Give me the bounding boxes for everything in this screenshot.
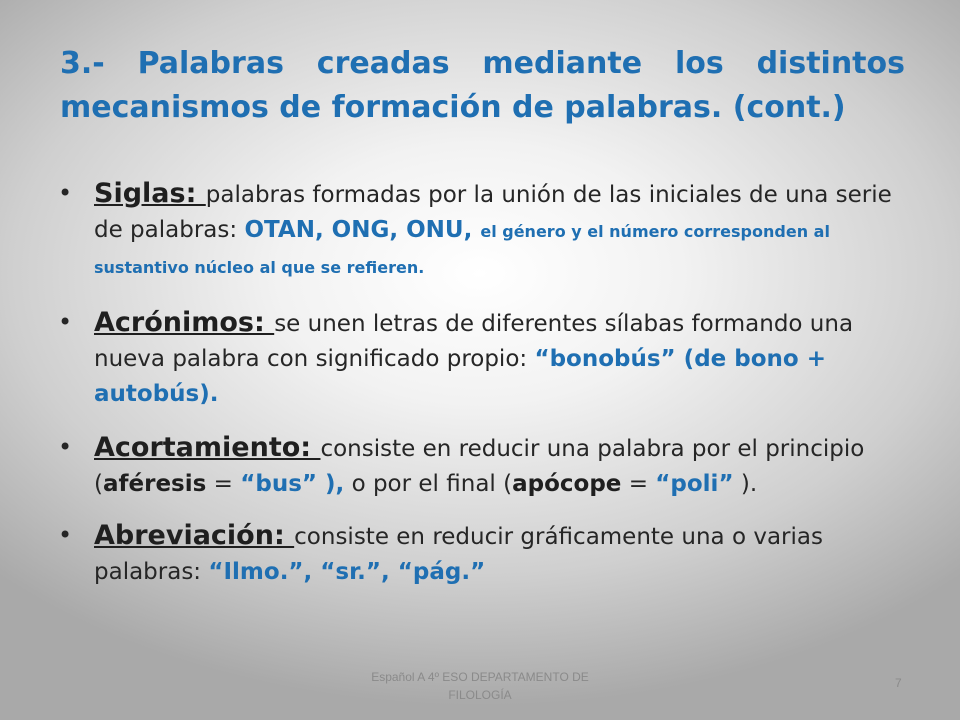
equals-2: = — [621, 471, 656, 497]
bullet-acronimos — [58, 305, 908, 412]
siglas-examples: OTAN, ONG, ONU, — [244, 217, 481, 243]
page-number: 7 — [895, 676, 902, 690]
footer-text: Español A 4º ESO DEPARTAMENTO DE FILOLOGÍA — [371, 670, 589, 702]
acronimos-example: “bonobús” (de bono + autobús). — [94, 346, 826, 407]
bullet-acortamiento — [58, 430, 908, 502]
slide-title: 3.- Palabras creadas mediante los distintos mecanismos de formación de palabras. (cont.) — [60, 46, 905, 125]
acortamiento-end: ). — [733, 471, 758, 497]
abreviacion-definition: consiste en reducir gráficamente una o varias palabras: — [94, 524, 823, 585]
term-acronimos: Acrónimos: — [94, 307, 275, 338]
abreviacion-examples: “Ilmo.”, “sr.”, “pág.” — [208, 559, 486, 585]
bullet-siglas — [58, 176, 908, 285]
acortamiento-definition-2: o por el final ( — [344, 471, 513, 497]
bullet-list — [58, 176, 908, 590]
equals-1: = — [206, 471, 241, 497]
term-acortamiento: Acortamiento: — [94, 432, 321, 463]
bullet-abreviacion — [58, 518, 908, 590]
siglas-definition: palabras formadas por la unión de las iniciales de una serie de palabras: — [94, 182, 892, 243]
acortamiento-definition: consiste en reducir una palabra por el principio ( — [94, 436, 865, 497]
apocope-example: “poli” — [655, 471, 734, 497]
acronimos-definition: se unen letras de diferentes sílabas formando una nueva palabra con significado propio: — [94, 311, 854, 372]
siglas-note: el género y el número corresponden al sustantivo núcleo al que se refieren. — [94, 222, 830, 277]
aferesis-example: “bus” ), — [240, 471, 345, 497]
term-siglas: Siglas: — [94, 178, 206, 209]
apocope-label: apócope — [512, 471, 622, 497]
term-abreviacion: Abreviación: — [94, 520, 295, 551]
aferesis-label: aféresis — [102, 471, 207, 497]
